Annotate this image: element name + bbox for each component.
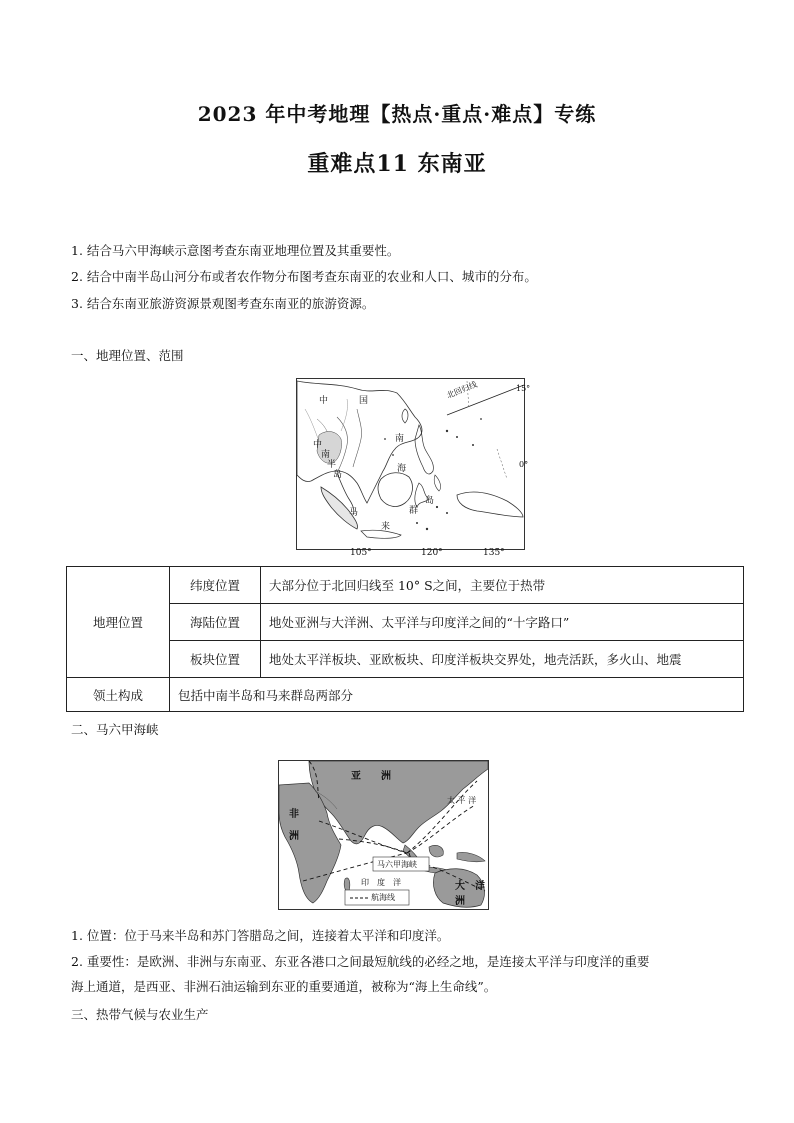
table-value-cell: 地处亚洲与大洋洲、太平洋与印度洋之间的“十字路口”: [261, 604, 744, 641]
malacca-importance-line2: 海上通道，是西亚、非洲石油运输到东亚的重要通道，被称为“海上生命线”。: [71, 979, 497, 994]
table-label-cell: 海陆位置: [170, 604, 261, 641]
map1-label-ban: 半: [327, 460, 337, 470]
table-territory-label: 领土构成: [67, 678, 170, 712]
map2-label-indian: 印 度 洋: [361, 878, 401, 887]
malacca-importance-line1: 2. 重要性：是欧洲、非洲与东南亚、东亚各港口之间最短航线的必经之地，是连接太平洋与印度洋的重要: [71, 954, 650, 969]
map1-tick-120: 120°: [421, 548, 443, 558]
section-heading-malacca: 二、马六甲海峡: [71, 722, 159, 737]
malacca-position: 1. 位置：位于马来半岛和苏门答腊岛之间，连接着太平洋和印度洋。: [71, 928, 450, 943]
table-value-cell: 大部分位于北回归线至 10° S之间，主要位于热带: [261, 567, 744, 604]
map2-label-africa-2: 洲: [289, 831, 299, 842]
southeast-asia-map: [296, 378, 525, 550]
table-row: [67, 567, 744, 604]
objective-3: 3. 结合东南亚旅游资源景观图考查东南亚的旅游资源。: [71, 296, 375, 311]
map1-label-china-2: 国: [359, 396, 369, 406]
table-category-cell: 地理位置: [67, 567, 170, 678]
geo-location-table: [66, 566, 744, 712]
map1-tick-105: 105°: [350, 548, 372, 558]
table-territory-value: 包括中南半岛和马来群岛两部分: [170, 678, 744, 712]
section-heading-climate: 三、热带气候与农业生产: [71, 1007, 209, 1022]
map2-label-asia: 亚 洲: [351, 771, 391, 782]
map1-label-china: 中: [319, 396, 329, 406]
map1-label-tropic: 北回归线: [445, 379, 479, 401]
map1-label-nan: 南: [321, 450, 331, 460]
map1-label-hai: 海: [397, 464, 407, 474]
objective-1: 1. 结合马六甲海峡示意图考查东南亚地理位置及其重要性。: [71, 243, 400, 258]
page-title: 2023 年中考地理【热点·重点·难点】专练: [197, 102, 597, 126]
map1-label-nan2: 南: [395, 434, 405, 444]
map1-label-qun: 群: [409, 506, 419, 516]
table-row: [67, 678, 744, 712]
map2-label-oceania: 大 洋 洲: [455, 881, 495, 907]
map1-label-dao2: 岛: [425, 496, 435, 506]
table-value-cell: 地处太平洋板块、亚欧板块、印度洋板块交界处，地壳活跃，多火山、地震: [261, 641, 744, 678]
table-label-cell: 纬度位置: [170, 567, 261, 604]
map2-legend-route: 航海线: [371, 893, 395, 902]
map2-label-strait: 马六甲海峡: [377, 860, 417, 869]
map1-label-zhong: 中: [313, 440, 323, 450]
table-label-cell: 板块位置: [170, 641, 261, 678]
map1-lat-15: 15°: [516, 384, 531, 393]
map1-lat-0: 0°: [519, 460, 529, 469]
malacca-strait-map: [278, 760, 495, 910]
map2-label-africa-1: 非: [289, 809, 299, 820]
map1-tick-135: 135°: [483, 548, 505, 558]
objective-2: 2. 结合中南半岛山河分布或者农作物分布图考查东南亚的农业和人口、城市的分布。: [71, 269, 537, 284]
page-subtitle: 重难点11 东南亚: [307, 151, 487, 177]
map1-label-ma: 马: [349, 508, 359, 518]
map2-label-pacific: 太 平 洋: [447, 796, 477, 805]
map1-label-dao: 岛: [333, 470, 343, 480]
map1-label-lai: 来: [381, 522, 391, 532]
section-heading-location: 一、地理位置、范围: [71, 348, 184, 363]
